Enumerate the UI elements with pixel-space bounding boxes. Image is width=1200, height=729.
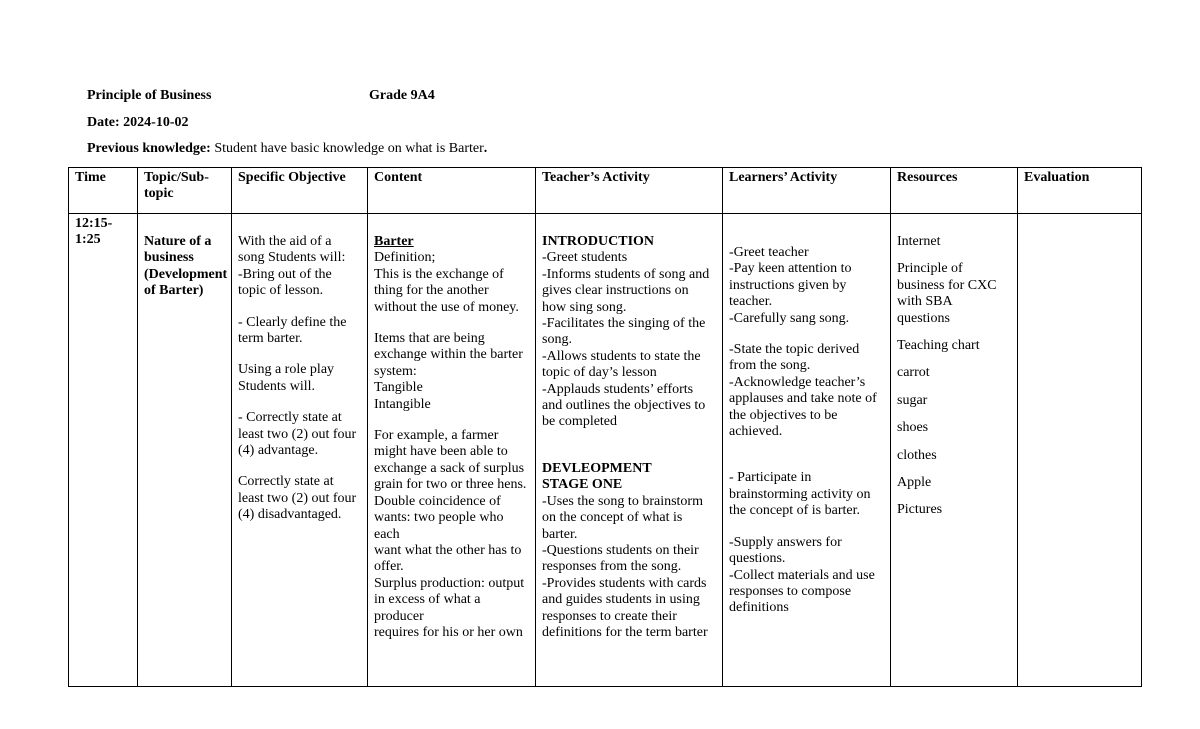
col-header-content: Content xyxy=(368,168,536,214)
learner-line: teacher. xyxy=(729,294,773,310)
teacher-line: responses to create their xyxy=(542,608,677,624)
resource-item: Internet xyxy=(897,234,941,249)
content-line: Surplus production: output xyxy=(374,575,525,591)
content-line: Items that are being xyxy=(374,331,485,347)
resource-item-book xyxy=(897,261,1011,327)
learner-line: responses to compose xyxy=(729,583,852,599)
evaluation-cell xyxy=(1018,214,1142,687)
content-line: in excess of what a xyxy=(374,592,481,608)
resource-item: Pictures xyxy=(897,502,943,518)
teacher-line: topic of day’s lesson xyxy=(542,365,657,381)
teacher-line: how sing song. xyxy=(542,299,627,315)
previous-knowledge-line xyxy=(87,141,487,157)
learner-line: -Supply answers for xyxy=(729,534,842,550)
objective-line: Students will. xyxy=(238,378,316,394)
teacher-activity-cell xyxy=(536,214,723,687)
content-line: requires for his or her own xyxy=(374,624,523,640)
topic-line: of Barter) xyxy=(144,283,204,299)
teacher-line: song. xyxy=(542,332,572,348)
content-cell xyxy=(368,214,536,687)
col-header-specific-objective: Specific Objective xyxy=(232,168,368,214)
content-line: exchange within the barter xyxy=(374,347,523,363)
topic-line: (Development xyxy=(144,266,228,282)
resource-item: Apple xyxy=(897,475,932,491)
content-line: Intangible xyxy=(374,396,431,412)
learner-line: -Acknowledge teacher’s xyxy=(729,374,866,390)
objective-line: Correctly state at xyxy=(238,474,334,490)
learner-line: -Pay keen attention to xyxy=(729,261,852,277)
previous-knowledge-period: . xyxy=(483,141,488,156)
resource-book-line: Principle of xyxy=(897,261,963,277)
topic-cell xyxy=(138,214,232,687)
learner-line: -Carefully sang song. xyxy=(729,310,850,326)
col-header-teachers-activity: Teacher’s Activity xyxy=(536,168,723,214)
teacher-line: -Allows students to state the xyxy=(542,348,701,364)
table-header-row xyxy=(69,168,1142,214)
content-line: For example, a farmer xyxy=(374,428,499,444)
learner-line: brainstorming activity on xyxy=(729,486,871,502)
date-value: 2024-10-02 xyxy=(123,115,189,130)
col-header-topic-line2: topic xyxy=(144,186,174,202)
objective-line: - Clearly define the xyxy=(238,314,347,330)
learner-line: instructions given by xyxy=(729,277,847,293)
objective-line: least two (2) out four xyxy=(238,426,357,442)
content-line: each xyxy=(374,526,400,542)
date-label: Date: xyxy=(87,115,120,130)
learner-line: achieved. xyxy=(729,424,783,440)
stage-one-heading: STAGE ONE xyxy=(542,477,623,493)
resource-item: Teaching chart xyxy=(897,338,980,354)
teacher-line: on the concept of what is xyxy=(542,510,683,526)
teacher-line: be completed xyxy=(542,414,618,430)
col-header-time: Time xyxy=(69,168,138,214)
content-line: grain for two or three hens. xyxy=(374,477,527,493)
objective-cell xyxy=(232,214,368,687)
subject-title: Principle of Business xyxy=(87,88,212,103)
table-row xyxy=(69,214,1142,687)
objective-line: term barter. xyxy=(238,331,303,347)
teacher-line: and guides students in using xyxy=(542,592,700,608)
teacher-line: -Questions students on their xyxy=(542,542,699,558)
col-header-topic xyxy=(138,168,232,214)
objective-line: With the aid of a xyxy=(238,234,332,249)
learner-line: from the song. xyxy=(729,358,811,374)
resource-item: shoes xyxy=(897,420,929,436)
introduction-heading: INTRODUCTION xyxy=(542,234,655,249)
learner-line: the objectives to be xyxy=(729,407,838,423)
teacher-line: -Facilitates the singing of the xyxy=(542,316,706,332)
learner-line: -Collect materials and use xyxy=(729,567,875,583)
resources-cell xyxy=(891,214,1018,687)
previous-knowledge-text: Student have basic knowledge on what is Barter xyxy=(214,141,484,156)
teacher-line: barter. xyxy=(542,526,578,542)
objective-line: -Bring out of the xyxy=(238,266,332,282)
lesson-plan-table xyxy=(68,167,1142,687)
resource-item: clothes xyxy=(897,447,937,463)
objective-line: song Students will: xyxy=(238,250,346,266)
col-header-resources: Resources xyxy=(891,168,1018,214)
objective-line: - Correctly state at xyxy=(238,410,342,426)
learner-line: applauses and take note of xyxy=(729,391,877,407)
content-line: Definition; xyxy=(374,250,436,266)
development-heading: DEVLEOPMENT xyxy=(542,460,652,476)
learner-line: -Greet teacher xyxy=(729,245,809,260)
teacher-line: and outlines the objectives to xyxy=(542,398,706,414)
learner-line: questions. xyxy=(729,551,786,567)
content-line: This is the exchange of xyxy=(374,266,504,282)
objective-line: (4) advantage. xyxy=(238,443,319,459)
content-title: Barter xyxy=(374,234,414,249)
previous-knowledge-label: Previous knowledge: xyxy=(87,141,211,156)
resource-item: sugar xyxy=(897,392,928,408)
content-line: want what the other has to xyxy=(374,542,522,558)
resource-book-line: with SBA xyxy=(897,294,953,310)
content-line: Double coincidence of xyxy=(374,493,501,509)
content-line: system: xyxy=(374,363,417,379)
topic-line: Nature of a xyxy=(144,234,212,249)
learner-line: -State the topic derived xyxy=(729,342,860,358)
teacher-line: definitions for the term barter xyxy=(542,624,708,640)
objective-line: Using a role play xyxy=(238,362,335,378)
resource-book-line: questions xyxy=(897,310,950,326)
content-line: Tangible xyxy=(374,380,423,396)
content-line: wants: two people who xyxy=(374,510,504,526)
resource-book-line: business for CXC xyxy=(897,277,997,293)
learner-line: the concept of is barter. xyxy=(729,503,861,519)
content-line: thing for the another xyxy=(374,283,489,299)
learner-line: - Participate in xyxy=(729,470,812,486)
content-line: producer xyxy=(374,608,424,624)
objective-line: least two (2) out four xyxy=(238,490,357,506)
learner-line: definitions xyxy=(729,600,789,616)
learners-activity-cell xyxy=(723,214,891,687)
content-line: offer. xyxy=(374,559,404,575)
content-line: without the use of money. xyxy=(374,299,519,315)
teacher-line: -Informs students of song and xyxy=(542,266,710,282)
content-line: exchange a sack of surplus xyxy=(374,460,525,476)
col-header-learners-activity: Learners’ Activity xyxy=(723,168,891,214)
time-line1: 12:15- xyxy=(75,216,113,231)
teacher-line: gives clear instructions on xyxy=(542,283,689,299)
col-header-topic-line1: Topic/Sub- xyxy=(144,170,209,185)
topic-line: business xyxy=(144,250,194,266)
grade-label: Grade 9A4 xyxy=(369,88,435,103)
col-header-evaluation: Evaluation xyxy=(1018,168,1142,214)
objective-line: topic of lesson. xyxy=(238,283,324,299)
content-line: might have been able to xyxy=(374,444,508,460)
teacher-line: -Applauds students’ efforts xyxy=(542,381,694,397)
date-line xyxy=(87,115,188,131)
time-cell xyxy=(69,214,138,687)
teacher-line: responses from the song. xyxy=(542,559,682,575)
resource-item: carrot xyxy=(897,365,930,381)
teacher-line: -Provides students with cards xyxy=(542,575,707,591)
teacher-line: -Greet students xyxy=(542,250,628,266)
objective-line: (4) disadvantaged. xyxy=(238,507,342,523)
time-line2: 1:25 xyxy=(75,232,101,248)
teacher-line: -Uses the song to brainstorm xyxy=(542,493,703,509)
